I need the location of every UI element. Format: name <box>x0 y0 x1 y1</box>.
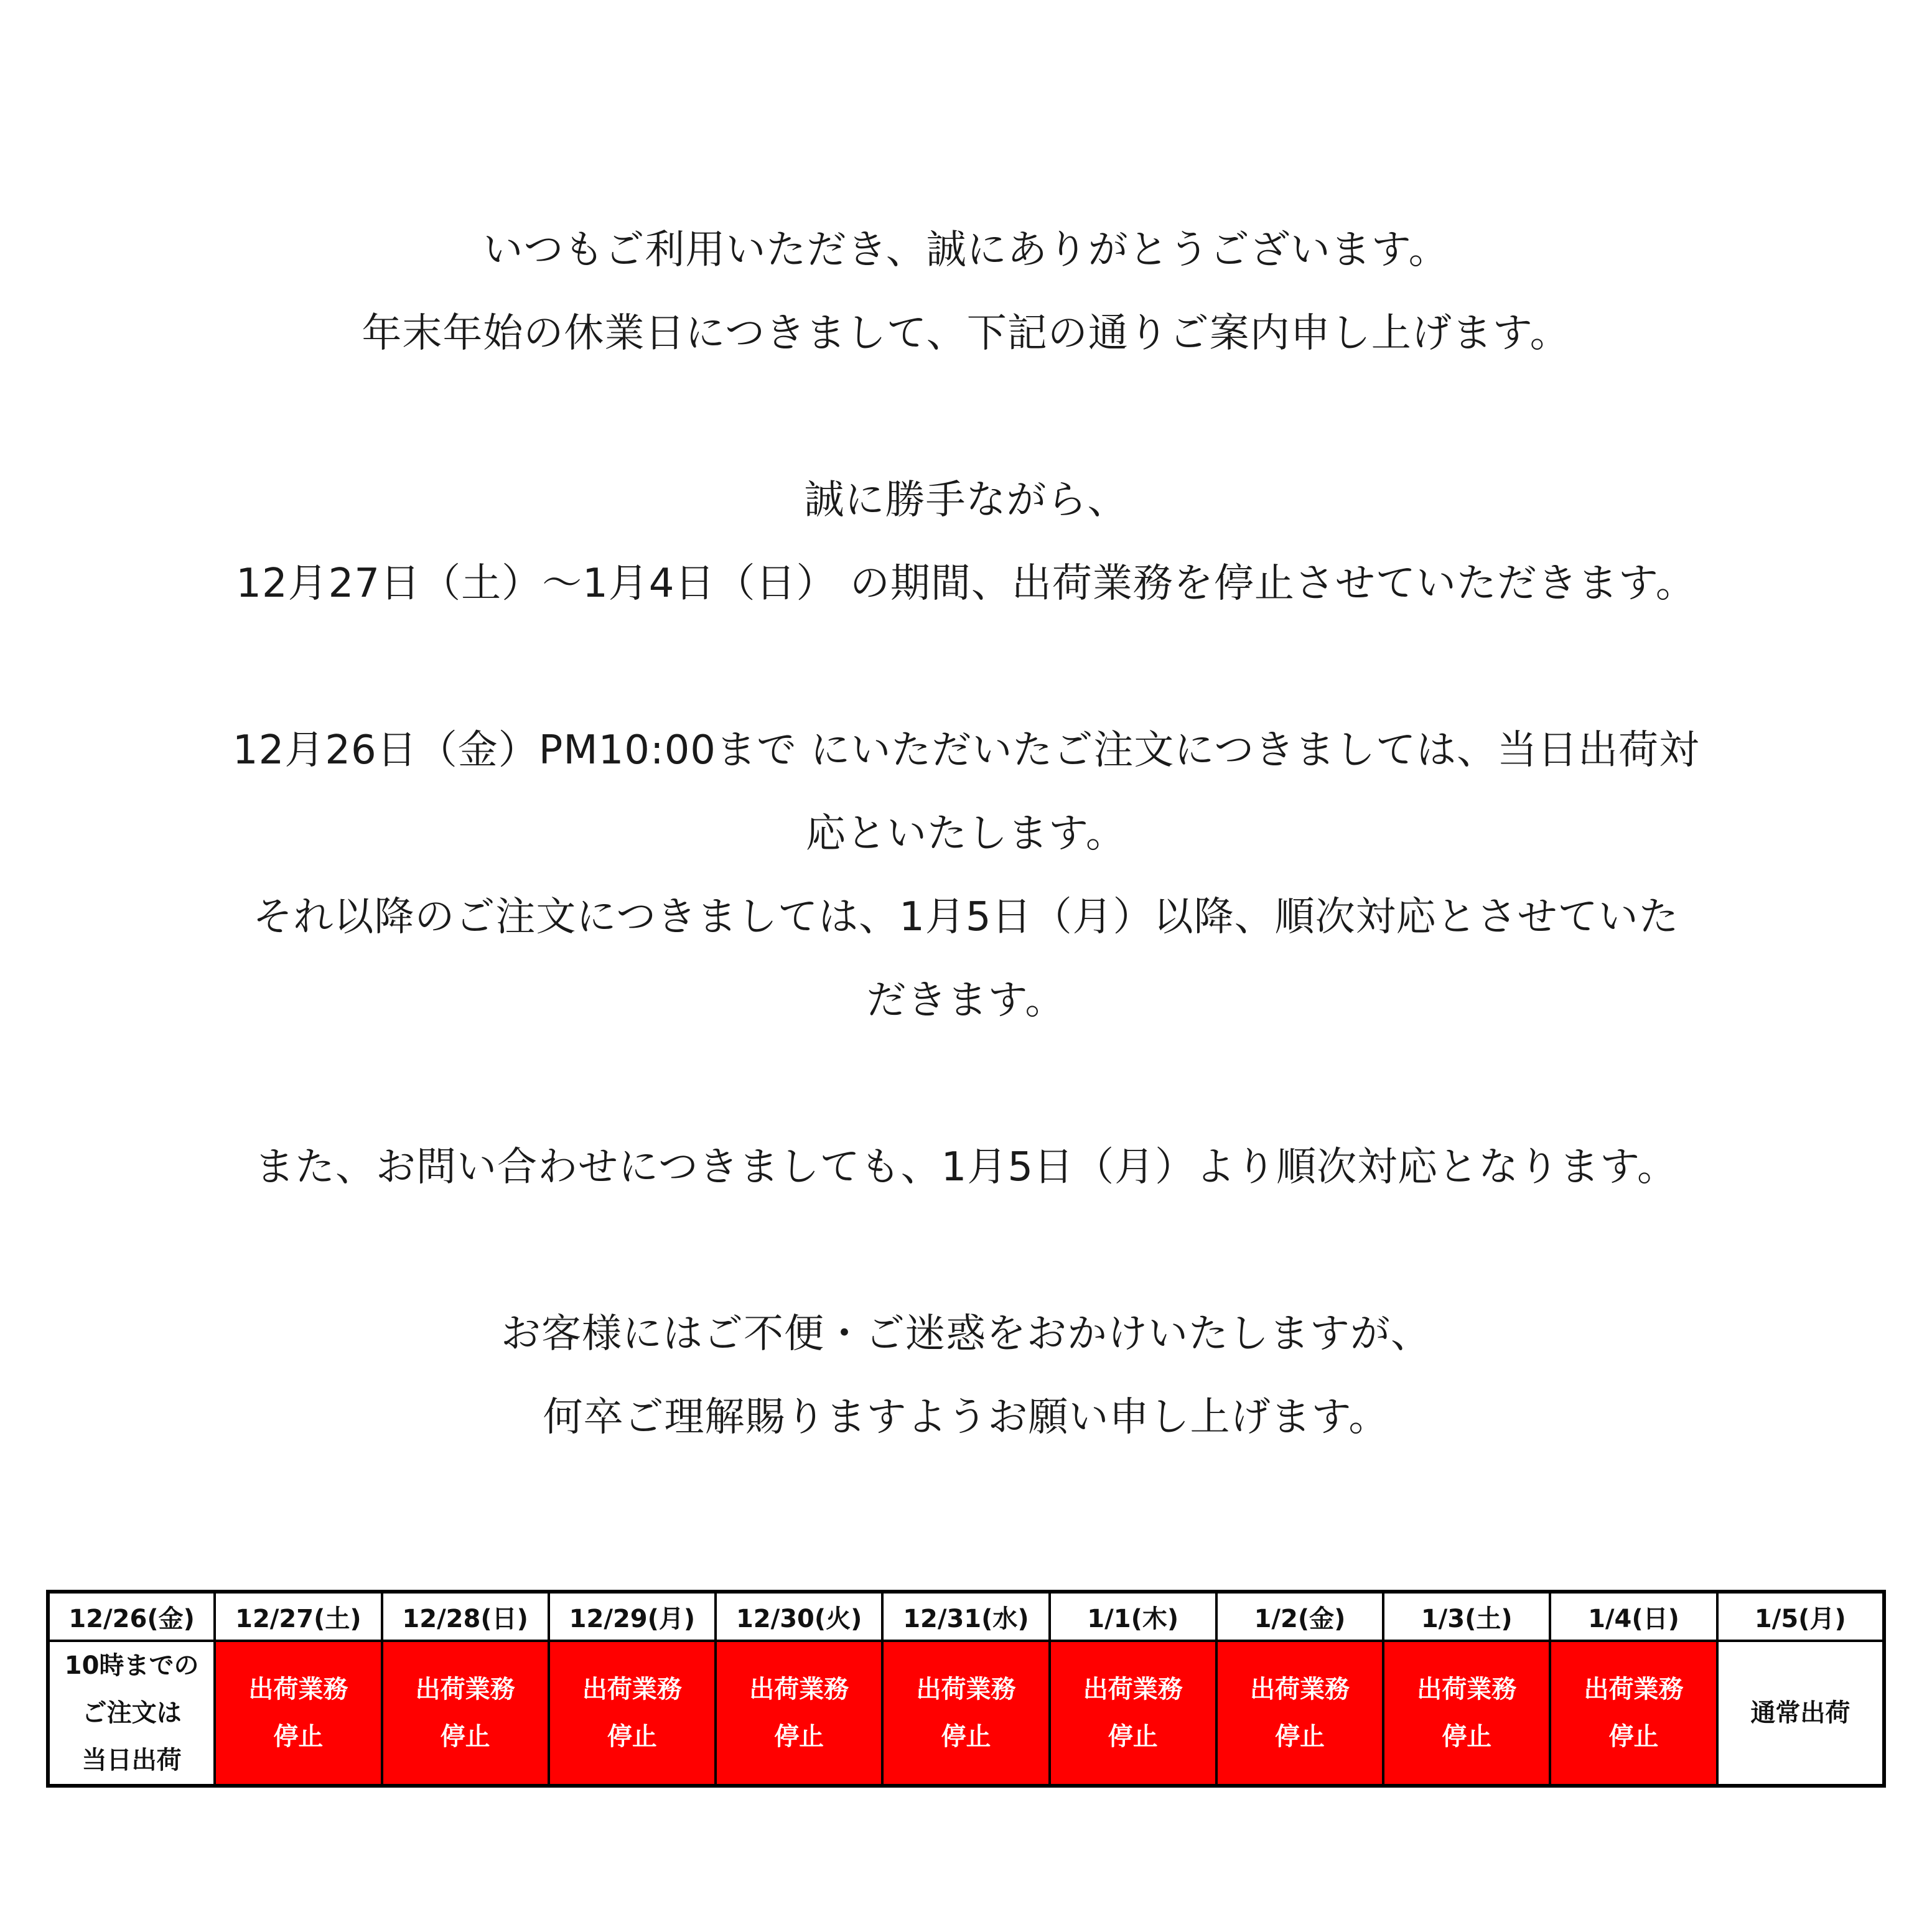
date-header-cell: 12/29(月) <box>549 1592 716 1641</box>
notice-line: また、お問い合わせにつきましても、1月5日（月）より順次対応となります。 <box>254 1144 1678 1190</box>
closure-period-paragraph <box>124 459 1808 625</box>
status-cell-stopped <box>215 1641 381 1786</box>
date-header-cell: 1/4(日) <box>1550 1592 1717 1641</box>
status-cell-stopped <box>1550 1641 1717 1786</box>
date-header-row <box>48 1592 1884 1641</box>
date-header-cell: 12/31(水) <box>882 1592 1049 1641</box>
status-text: 停止 <box>774 1722 824 1751</box>
status-text: 出荷業務 <box>1249 1675 1350 1704</box>
status-text: 出荷業務 <box>749 1675 849 1704</box>
date-header-cell: 1/2(金) <box>1216 1592 1383 1641</box>
greeting-paragraph <box>124 208 1808 375</box>
date-header-cell: 12/26(金) <box>48 1592 215 1641</box>
status-text: 出荷業務 <box>582 1675 682 1704</box>
status-cell-stopped <box>382 1641 549 1786</box>
holiday-notice <box>124 208 1808 1459</box>
status-cell-normal <box>1717 1641 1884 1786</box>
notice-line: 12月26日（金）PM10:00まで にいただいたご注文につきましては、当日出荷対 <box>232 727 1700 773</box>
notice-line: だきます。 <box>866 978 1066 1024</box>
shipping-schedule-table <box>46 1590 1886 1788</box>
date-header-cell: 1/5(月) <box>1717 1592 1884 1641</box>
date-header-cell: 12/30(火) <box>716 1592 882 1641</box>
order-handling-paragraph <box>124 709 1808 1042</box>
status-cell-stopped <box>549 1641 716 1786</box>
status-text: 出荷業務 <box>1083 1675 1183 1704</box>
status-text: 停止 <box>1608 1722 1659 1751</box>
notice-line: 12月27日（土）～1月4日（日） の期間、出荷業務を停止させていただきます。 <box>236 561 1696 607</box>
date-header-cell: 1/3(土) <box>1383 1592 1550 1641</box>
status-text: 停止 <box>1442 1722 1492 1751</box>
status-cell-same-day <box>48 1641 215 1786</box>
status-text: 当日出荷 <box>82 1746 182 1775</box>
status-row <box>48 1641 1884 1786</box>
status-text: 停止 <box>1274 1722 1325 1751</box>
notice-line: お客様にはご不便・ご迷惑をおかけいたしますが、 <box>501 1311 1431 1357</box>
notice-line: 誠に勝手ながら、 <box>804 477 1128 523</box>
status-text: 出荷業務 <box>1417 1675 1517 1704</box>
notice-line: 何卒ご理解賜りますようお願い申し上げます。 <box>543 1394 1389 1440</box>
status-text: 停止 <box>440 1722 490 1751</box>
status-cell-stopped <box>716 1641 882 1786</box>
status-text: 通常出荷 <box>1750 1699 1850 1727</box>
status-cell-stopped <box>882 1641 1049 1786</box>
status-text: 停止 <box>607 1722 657 1751</box>
notice-line: 応といたします。 <box>806 811 1126 857</box>
status-text: ご注文は <box>82 1699 182 1727</box>
status-text: 出荷業務 <box>1584 1675 1684 1704</box>
date-header-cell: 12/27(土) <box>215 1592 381 1641</box>
status-text: 出荷業務 <box>916 1675 1016 1704</box>
status-text: 停止 <box>1108 1722 1158 1751</box>
status-text: 出荷業務 <box>415 1675 515 1704</box>
status-cell-stopped <box>1050 1641 1216 1786</box>
date-header-cell: 1/1(木) <box>1050 1592 1216 1641</box>
apology-paragraph <box>124 1292 1808 1459</box>
notice-line: 年末年始の休業日につきまして、下記の通りご案内申し上げます。 <box>362 310 1570 357</box>
status-cell-stopped <box>1216 1641 1383 1786</box>
status-text: 停止 <box>941 1722 991 1751</box>
notice-line: いつもご利用いただき、誠にありがとうございます。 <box>483 227 1449 273</box>
inquiry-paragraph <box>124 1126 1808 1209</box>
notice-line: それ以降のご注文につきましては、1月5日（月）以降、順次対応とさせていた <box>253 894 1679 940</box>
date-header-cell: 12/28(日) <box>382 1592 549 1641</box>
status-text: 停止 <box>273 1722 324 1751</box>
status-text: 出荷業務 <box>248 1675 348 1704</box>
status-text: 10時までの <box>64 1651 199 1680</box>
status-cell-stopped <box>1383 1641 1550 1786</box>
